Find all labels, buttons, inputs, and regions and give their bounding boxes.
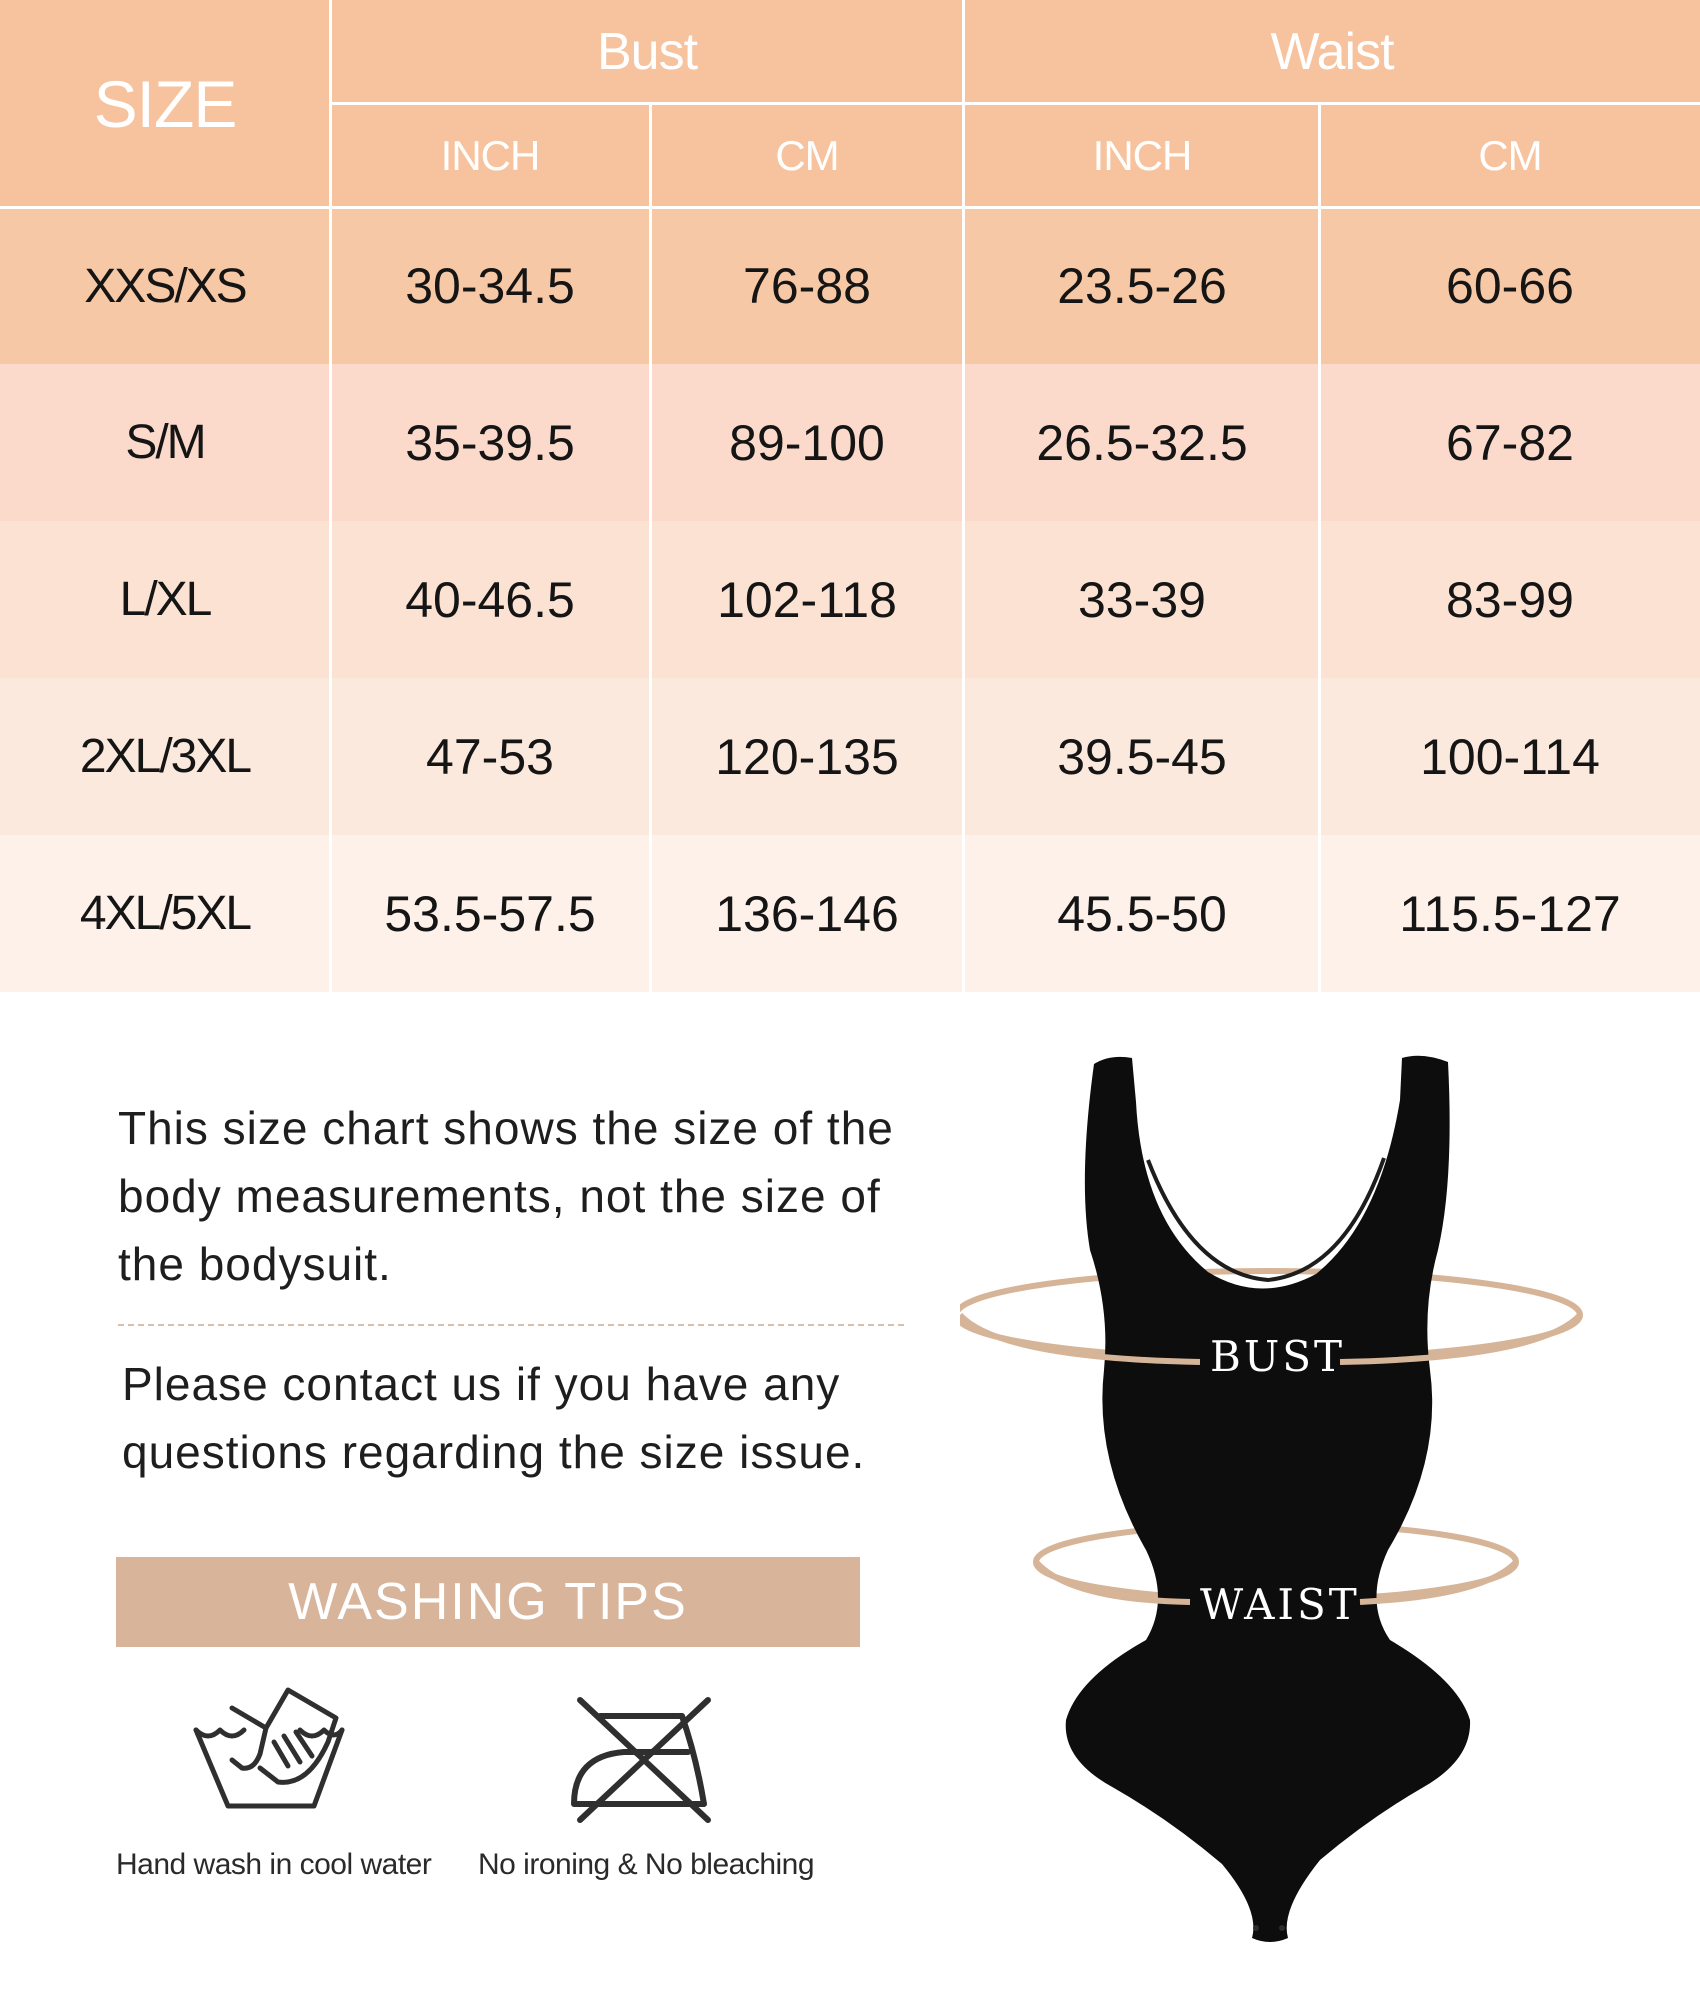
no-ironing-label: No ironing & No bleaching — [478, 1848, 815, 1881]
grid-line — [0, 206, 1700, 209]
bust-inch-cell: 53.5-57.5 — [330, 835, 650, 992]
waist-inch-header: INCH — [964, 104, 1320, 208]
bust-cm-cell: 136-146 — [650, 835, 964, 992]
bust-cm-cell: 120-135 — [650, 678, 964, 835]
waist-inch-cell: 39.5-45 — [964, 678, 1320, 835]
grid-line — [649, 104, 652, 992]
waist-group-header: Waist — [964, 0, 1700, 104]
size-cell: L/XL — [0, 521, 330, 678]
bust-cm-cell: 102-118 — [650, 521, 964, 678]
bust-label: BUST — [1210, 1332, 1346, 1381]
waist-cm-cell: 67-82 — [1320, 364, 1700, 521]
bodysuit-image — [960, 1040, 1620, 1960]
size-cell: XXS/XS — [0, 208, 330, 364]
bust-inch-cell: 30-34.5 — [330, 208, 650, 364]
bust-cm-cell: 89-100 — [650, 364, 964, 521]
bodysuit-figure — [960, 1040, 1620, 1960]
waist-cm-header: CM — [1320, 104, 1700, 208]
grid-line — [329, 0, 332, 992]
waist-cm-cell: 83-99 — [1320, 521, 1700, 678]
no-ironing-icon — [564, 1696, 714, 1824]
size-chart-table — [0, 0, 1700, 992]
grid-line — [330, 102, 1700, 105]
size-cell: 2XL/3XL — [0, 678, 330, 835]
size-cell: 4XL/5XL — [0, 835, 330, 992]
waist-inch-cell: 23.5-26 — [964, 208, 1320, 364]
measurement-note: This size chart shows the size of the body measurements, not the size of the bodysuit. — [118, 1102, 894, 1290]
contact-note: Please contact us if you have any questions regarding the size issue. — [122, 1358, 866, 1478]
bust-group-header: Bust — [330, 0, 964, 104]
dashed-divider — [118, 1324, 904, 1326]
waist-inch-cell: 45.5-50 — [964, 835, 1320, 992]
bust-inch-cell: 47-53 — [330, 678, 650, 835]
waist-inch-cell: 33-39 — [964, 521, 1320, 678]
bust-inch-header: INCH — [330, 104, 650, 208]
grid-line — [962, 0, 965, 992]
waist-cm-cell: 100-114 — [1320, 678, 1700, 835]
waist-cm-cell: 115.5-127 — [1320, 835, 1700, 992]
bust-cm-cell: 76-88 — [650, 208, 964, 364]
bust-inch-cell: 40-46.5 — [330, 521, 650, 678]
size-cell: S/M — [0, 364, 330, 521]
washing-tips-banner: WASHING TIPS — [116, 1557, 860, 1647]
size-column-header: SIZE — [0, 0, 330, 208]
hand-wash-icon — [188, 1684, 350, 1814]
bust-cm-header: CM — [650, 104, 964, 208]
grid-line — [1318, 104, 1321, 992]
waist-inch-cell: 26.5-32.5 — [964, 364, 1320, 521]
hand-wash-label: Hand wash in cool water — [116, 1848, 432, 1881]
waist-label: WAIST — [1200, 1580, 1360, 1629]
bust-inch-cell: 35-39.5 — [330, 364, 650, 521]
waist-cm-cell: 60-66 — [1320, 208, 1700, 364]
